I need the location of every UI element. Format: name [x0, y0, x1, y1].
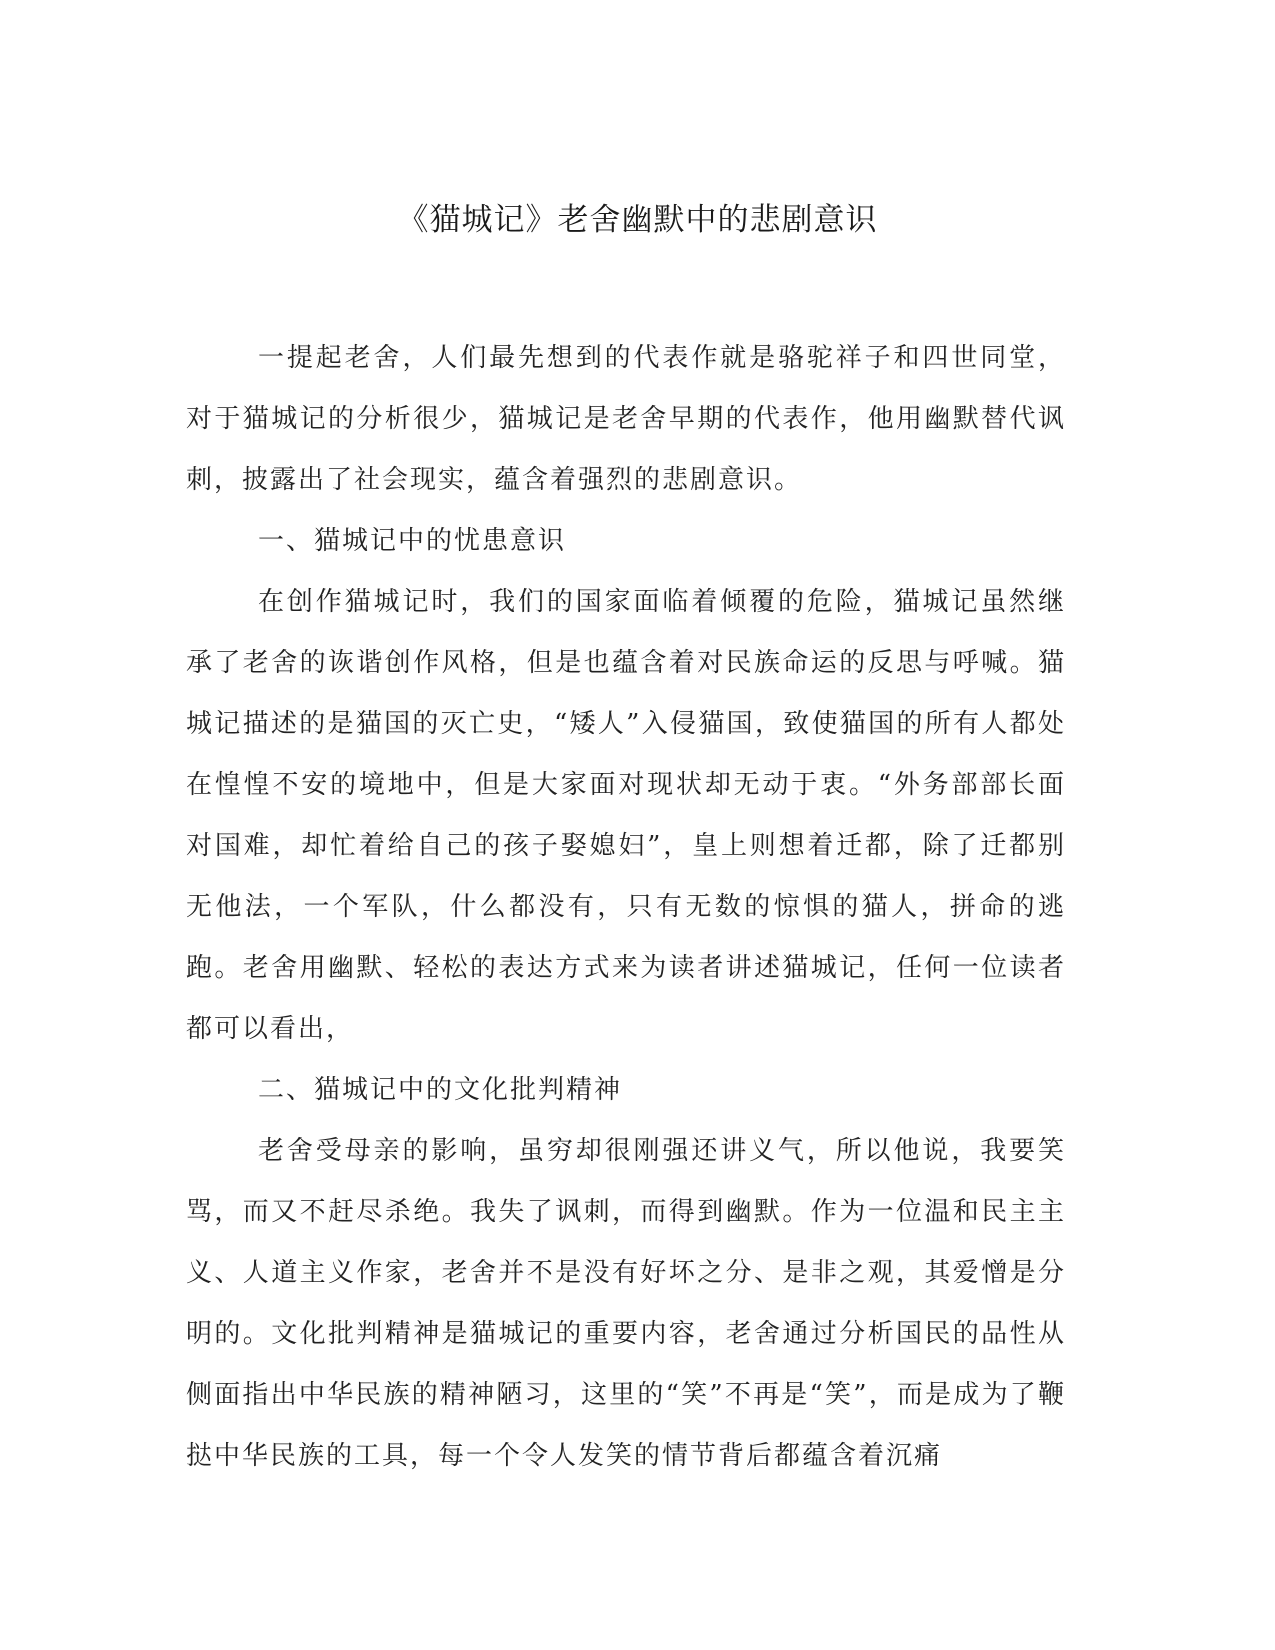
document-title: 《猫城记》老舍幽默中的悲剧意识 — [397, 202, 878, 238]
section-1-paragraph: 在创作猫城记时，我们的国家面临着倾覆的危险，猫城记虽然继承了老舍的诙谐创作风格，但是也蕴含着对民族命运的反思与呼喊。猫城记描述的是猫国的灭亡史，“矮人”入侵猫国，致使猫国的所有人都处在惶惶不安的境地中，但是大家面对现状却无动于衷。“外务部部长面对国难，却忙着给自己的孩子娶媳妇”，皇上则想着迁都，除了迁都别无他法，一个军队，什么都没有，只有无数的惊惧的猫人，拼命的逃跑。老舍用幽默、轻松的表达方式来为读者讲述猫城记，任何一位读者都可以看出， — [186, 587, 1066, 1044]
section-2-paragraph: 老舍受母亲的影响，虽穷却很刚强还讲义气，所以他说，我要笑骂，而又不赶尽杀绝。我失了讽刺，而得到幽默。作为一位温和民主主义、人道主义作家，老舍并不是没有好坏之分、是非之观，其爱憎是分明的。文化批判精神是猫城记的重要内容，老舍通过分析国民的品性从侧面指出中华民族的精神陋习，这里的“笑”不再是“笑”，而是成为了鞭挞中华民族的工具，每一个令人发笑的情节背后都蕴含着沉痛 — [186, 1136, 1066, 1471]
section-1-heading: 一、猫城记中的忧患意识 — [258, 526, 567, 556]
section-2-heading: 二、猫城记中的文化批判精神 — [258, 1075, 623, 1105]
intro-paragraph: 一提起老舍，人们最先想到的代表作就是骆驼祥子和四世同堂，对于猫城记的分析很少，猫城记是老舍早期的代表作，他用幽默替代讽刺，披露出了社会现实，蕴含着强烈的悲剧意识。 — [186, 343, 1066, 495]
document-body — [186, 328, 1066, 1487]
